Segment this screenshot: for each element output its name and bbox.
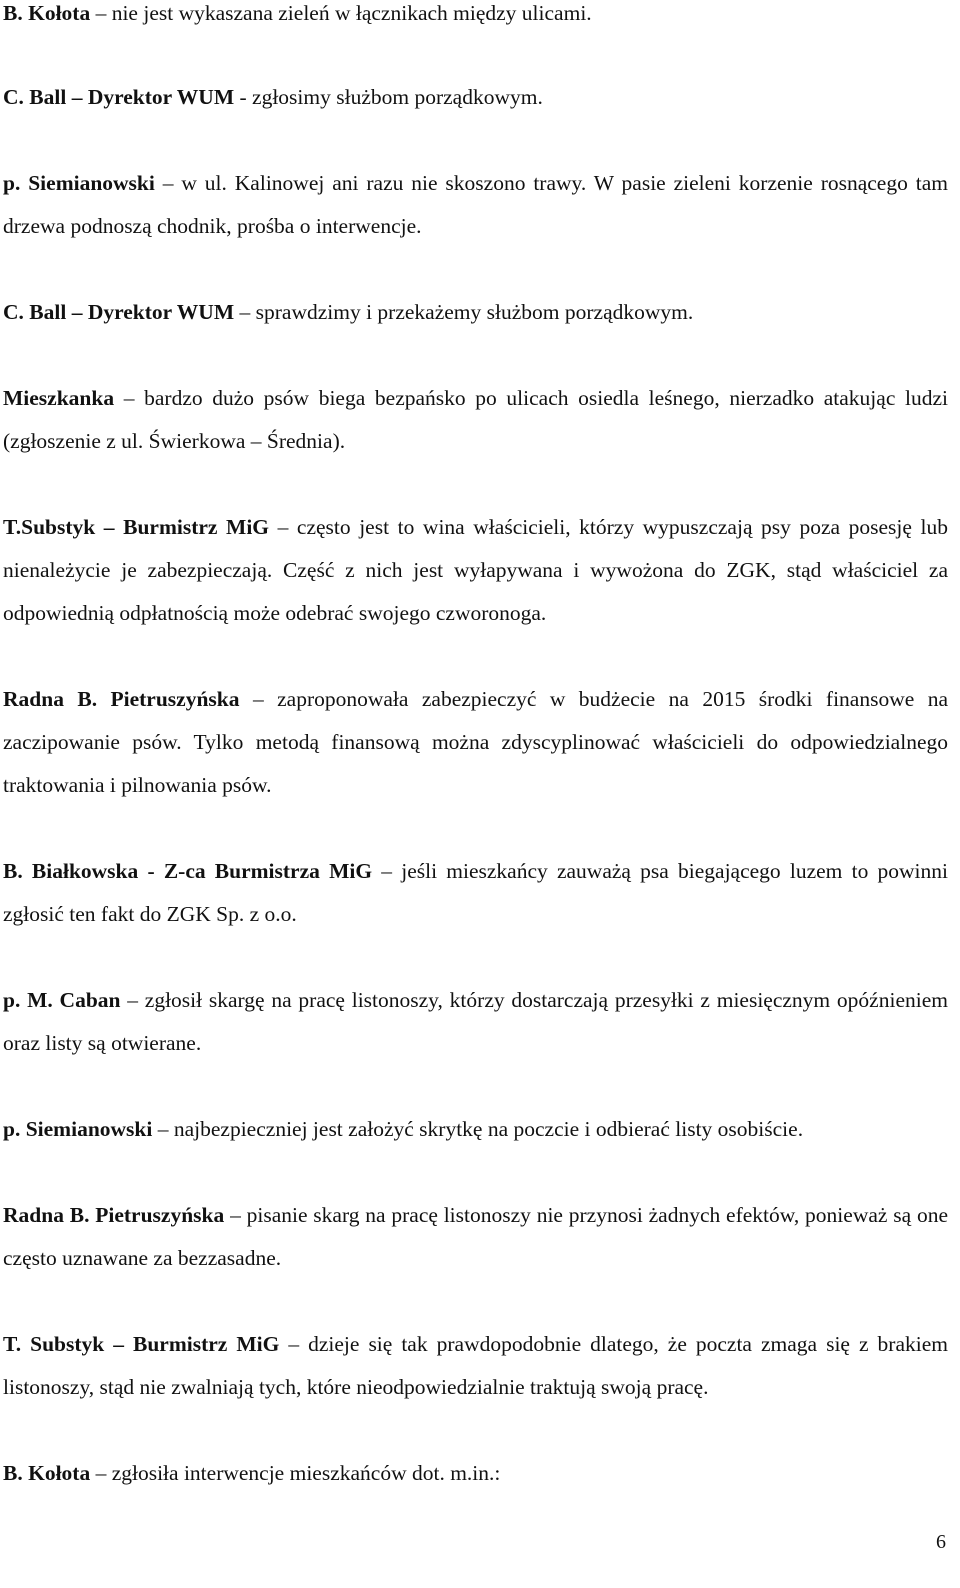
paragraph bbox=[3, 850, 948, 936]
paragraph bbox=[3, 76, 948, 119]
paragraph-text: – bardzo dużo psów biega bezpańsko po ulicach osiedla leśnego, nierzadko atakując ludzi (zgłoszenie z ul. Świerkowa – Średnia). bbox=[3, 386, 948, 453]
speaker-name: Radna B. Pietruszyńska bbox=[3, 687, 240, 711]
paragraph bbox=[3, 1108, 948, 1151]
speaker-name: B. Kołota bbox=[3, 1461, 91, 1485]
paragraph bbox=[3, 377, 948, 463]
speaker-name: Radna B. Pietruszyńska bbox=[3, 1203, 225, 1227]
paragraph bbox=[3, 506, 948, 635]
paragraph-text: - zgłosimy służbom porządkowym. bbox=[234, 85, 543, 109]
speaker-name: B. Białkowska - Z-ca Burmistrza MiG bbox=[3, 859, 373, 883]
page-number: 6 bbox=[936, 1531, 946, 1553]
paragraph-text: – nie jest wykaszana zieleń w łącznikach między ulicami. bbox=[90, 1, 592, 25]
paragraph bbox=[3, 1452, 948, 1495]
paragraph-text: – jeśli mieszkańcy zauważą psa biegającego luzem to powinni zgłosić ten fakt do ZGK Sp. z o.o. bbox=[3, 859, 948, 926]
speaker-name: C. Ball – Dyrektor WUM bbox=[3, 300, 235, 324]
speaker-name: p. Siemianowski bbox=[3, 1117, 153, 1141]
paragraph bbox=[3, 979, 948, 1065]
paragraph-text: – zgłosił skargę na pracę listonoszy, którzy dostarczają przesyłki z miesięcznym opóźnieniem oraz listy są otwierane. bbox=[3, 988, 948, 1055]
speaker-name: B. Kołota bbox=[3, 1, 91, 25]
paragraph-text: – najbezpieczniej jest założyć skrytkę na poczcie i odbierać listy osobiście. bbox=[152, 1117, 804, 1141]
paragraph bbox=[3, 162, 948, 248]
speaker-name: T. Substyk – Burmistrz MiG bbox=[3, 1332, 280, 1356]
paragraph-text: – dzieje się tak prawdopodobnie dlatego, że poczta zmaga się z brakiem listonoszy, stąd nie zwalniają tych, które nieodpowiedzialnie traktują swoją pracę. bbox=[3, 1332, 948, 1399]
paragraph-text: – często jest to wina właścicieli, którzy wypuszczają psy poza posesję lub nienależycie je zabezpieczają. Część z nich jest wyłapywana i wywożona do ZGK, stąd właściciel za odpowiednią odpłatnością może odebrać swojego czworonoga. bbox=[3, 515, 948, 625]
paragraph bbox=[3, 0, 948, 35]
paragraph-text: – zaproponowała zabezpieczyć w budżecie na 2015 środki finansowe na zaczipowanie psów. Tylko metodą finansową można zdyscyplinować właścicieli do odpowiedzialnego traktowania i pilnowania psów. bbox=[3, 687, 948, 797]
paragraph-text: – pisanie skarg na pracę listonoszy nie przynosi żadnych efektów, ponieważ są one często uznawane za bezzasadne. bbox=[3, 1203, 948, 1270]
paragraph bbox=[3, 291, 948, 334]
speaker-name: T.Substyk – Burmistrz MiG bbox=[3, 515, 270, 539]
paragraph bbox=[3, 678, 948, 807]
paragraph-text: – w ul. Kalinowej ani razu nie skoszono trawy. W pasie zieleni korzenie rosnącego tam drzewa podnoszą chodnik, prośba o interwencje. bbox=[3, 171, 948, 238]
speaker-name: C. Ball – Dyrektor WUM bbox=[3, 85, 235, 109]
speaker-name: p. M. Caban bbox=[3, 988, 121, 1012]
paragraph-text: – sprawdzimy i przekażemy służbom porządkowym. bbox=[234, 300, 694, 324]
paragraph bbox=[3, 1323, 948, 1409]
speaker-name: p. Siemianowski bbox=[3, 171, 155, 195]
paragraph bbox=[3, 1194, 948, 1280]
paragraph-text: – zgłosiła interwencje mieszkańców dot. m.in.: bbox=[90, 1461, 501, 1485]
speaker-name: Mieszkanka bbox=[3, 386, 115, 410]
